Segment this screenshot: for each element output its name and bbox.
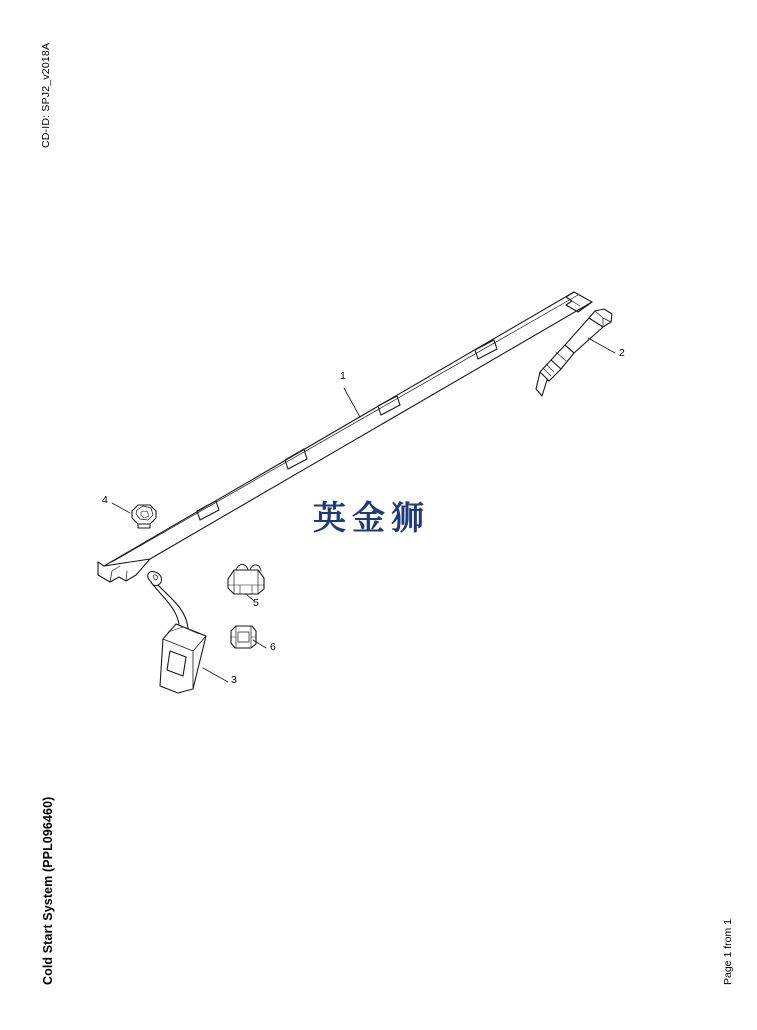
part-4-terminal-nut-cap [132,505,156,528]
part-5-cable-clip-large [228,564,264,594]
callout-label-3: 3 [231,674,237,686]
leader-3 [203,668,228,682]
leader-4 [112,503,130,513]
callout-label-4: 4 [102,494,108,506]
callout-label-6: 6 [270,641,276,653]
part-3-relay-solenoid [148,572,206,693]
cd-id-label: CD-ID: SPJ2_v2018A [40,42,52,148]
page-title: Cold Start System (PPL096460) [41,796,55,985]
leader-6 [253,640,266,648]
leader-2 [588,338,615,353]
callout-label-5: 5 [253,597,259,609]
part-6-cable-clip-small [231,626,256,648]
leader-1 [344,388,360,417]
part-2-glow-plug [536,309,612,396]
callout-label-2: 2 [619,347,625,359]
callout-label-1: 1 [340,370,346,382]
page-count-label: Page 1 from 1 [722,919,734,985]
watermark-text: 英金狮 [313,498,430,537]
